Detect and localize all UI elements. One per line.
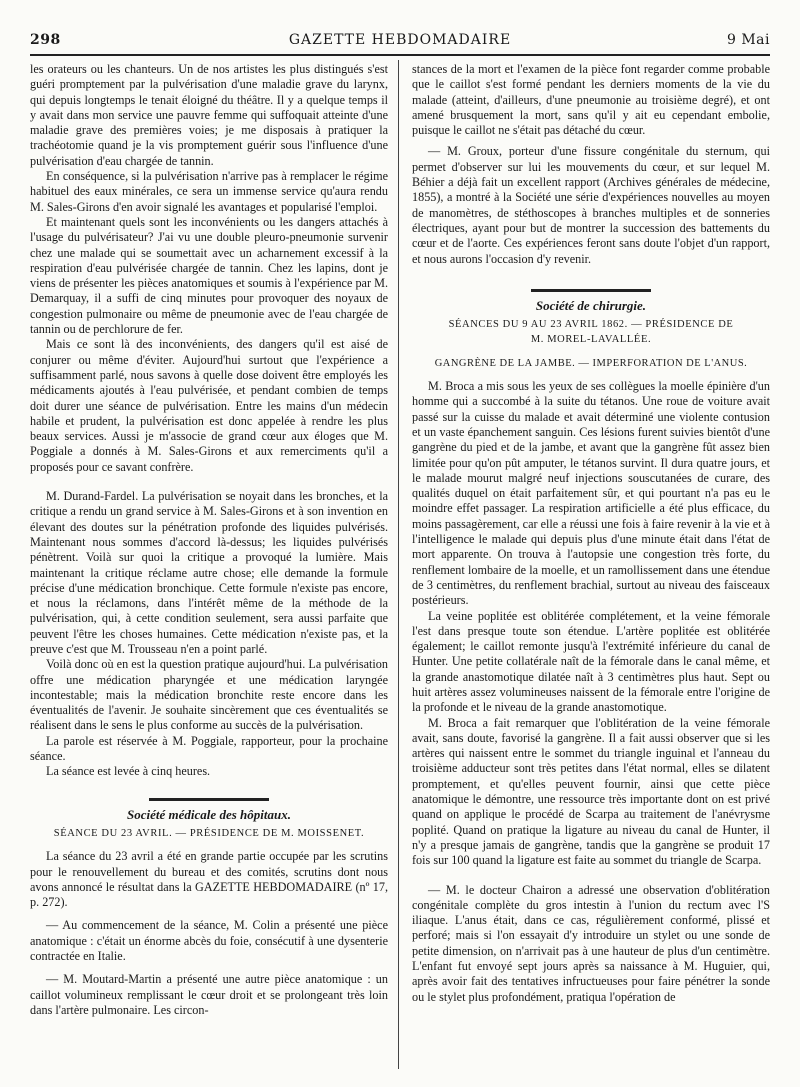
paragraph: En conséquence, si la pulvérisation n'arrive pas à remplacer le régime habituel des eaux minérales, ce sera un immense service qu'aura rendu M. Sales-Girons d'en avoir signalé les avantages et popularisé l'emploi. — [30, 169, 388, 214]
section-rule — [149, 798, 269, 801]
page-number: 298 — [30, 32, 61, 48]
section-rule — [531, 289, 651, 292]
paragraph: les orateurs ou les chanteurs. Un de nos artistes les plus distingués s'est guéri promptement par la pulvérisation d'une maladie grave du larynx, qui depuis longtemps le tenait éloigné du théâtre. Il y a quelque temps il y avait dans mon service une pauvre femme qui suffoquait atteinte d'une maladie grave des premières voies; je me disposais à pratiquer la trachéotomie quand je la vis promptement guérir sous l'influence d'une pulvérisation d'eau chargée de tannin. — [30, 62, 388, 168]
seance-line: SÉANCES DU 9 AU 23 AVRIL 1862. — PRÉSIDENCE DE — [448, 319, 734, 331]
column-divider — [398, 60, 399, 1069]
left-column — [30, 62, 388, 1018]
paragraph: La séance du 23 avril a été en grande partie occupée par les scrutins pour le renouvellement du bureau et des comités, scrutins dont nous avons annoncé le résultat dans la GAZETTE HEBDOMADAIRE (nº 17, p. 272). — [30, 849, 388, 910]
paragraph: Et maintenant quels sont les inconvénients ou les dangers attachés à l'usage du pulvérisateur? J'ai vu une double pleuro-pneumonie survenir chez une malade qui se soumettait avec un acharnement excessif à la respiration d'eau pulvérisée chargée de tannin. Chez les lapins, dont je viens de présenter les pièces anatomiques et soumis à l'expérience par M. Demarquay, il a suffi de cinq minutes pour provoquer des noyaux de congestion pulmonaire ou même de pneumonie avec de l'eau chargée de tannin ou de perchlorure de fer. — [30, 214, 388, 337]
paragraph: La veine poplitée est oblitérée complétement, et la veine fémorale l'est dans presque toute son étendue. L'artère poplitée est oblitérée également; le caillot remonte jusqu'à l'extrémité inférieure du canal de Hunter. Une petite collatérale naît de la fémorale dans le canal même, et la grande anastomotique dilatée naît à 3 centimètres plus haut. Sept ou huit artères assez volumineuses naissent de la fémorale entre l'origine de la profonde et le niveau de la grande anastomotique. — [412, 608, 770, 715]
paragraph: — Au commencement de la séance, M. Colin a présenté une pièce anatomique : c'était un énorme abcès du foie, consécutif à une dysenterie contractée en Italie. — [30, 918, 388, 964]
issue-date: 9 Mai — [726, 32, 770, 48]
paragraph: M. Durand-Fardel. La pulvérisation se noyait dans les bronches, et la critique a rendu un grand service à M. Sales-Girons et à son invention en élevant des doutes sur la pénétration profonde des liquides pulvérisés. Maintenant nous sommes d'accord là-dessus; les liquides pulvérisés pénètrent. Voilà sur quoi la critique a provoqué la lumière. Mais maintenant la critique réclame autre chose; elle demande la formule précise d'une médication bronchique. Cette formule n'existe pas encore, et nous la réclamons, dans l'intérêt même de la méthode de la pulvérisation, qui, à cette condition seulement, sera aussi parfaite que peuvent l'être les choses humaines. Cette médication n'existe pas, et la preuve c'est que M. Trousseau n'en a point parlé. — [30, 489, 388, 656]
paragraph: Mais ce sont là des inconvénients, des dangers qu'il est aisé de conjurer ou même d'éviter. Aujourd'hui surtout que l'expérience a suffisamment parlé, nous savons à quelle dose doivent être employés les médicaments ajoutés à l'eau pulvérisée, et pendant combien de temps doit durer une séance de pulvérisation. Entre les mains d'un médecin habile et prudent, la pulvérisation est donc appelée à rendre les plus beaux services. Aussi je m'associe de grand cœur aux éloges que M. Poggiale a donnés à M. Sales-Girons et aux remerciments qu'il a proposés pour ce savant confrère. — [30, 337, 388, 474]
paragraph: — M. Moutard-Martin a présenté une autre pièce anatomique : un caillot volumineux remplissant le cœur droit et se prolongeant très loin dans l'artère pulmonaire. Les circon- — [30, 972, 388, 1017]
paragraph: stances de la mort et l'examen de la pièce font regarder comme probable que le caillot s'est formé pendant les derniers moments de la vie du malade (atteint, d'ailleurs, d'une pneumonie au troisième degré), et ont amené brusquement la mort, sans qu'il y ait eu cependant embolie, puisque le caillot ne s'était pas détaché du cœur. — [412, 62, 770, 138]
seance-line: SÉANCE DU 23 AVRIL. — PRÉSIDENCE DE M. MOISSENET. — [53, 827, 365, 839]
page-header — [30, 32, 770, 52]
header-rule — [30, 54, 770, 56]
paragraph: — M. Groux, porteur d'une fissure congénitale du sternum, qui permet d'observer sur lui les mouvements du cœur, et sur lequel M. Béhier a déjà fait un excellent rapport (Archives générales de médecine, 1855), a montré à la Société une série d'expériences nouvelles au moyen de manomètres, de stéthoscopes à branches multiples et de sonneries électriques, ayant pour but de montrer la succession des battements du cœur et de l'aorte. Ces expériences feront sans doute l'objet d'un rapport, et nous aurons l'occasion d'y revenir. — [412, 144, 770, 266]
paragraph: — M. le docteur Chairon a adressé une observation d'oblitération congénitale complète du gros intestin à l'union du rectum avec l'S iliaque. L'anus était, dans ce cas, régulièrement conformé, plissé et perforé; mais si l'on essayait d'y introduire un stylet ou une sonde de petite dimension, on n'arrivait pas à une hauteur de plus d'un centimètre. L'enfant fut envoyé sept jours après sa naissance à M. Huguier, qui, après avoir fait des tentatives infructueuses pour faire pénétrer la sonde ou le stylet plus profondément, pratiqua l'opération de — [412, 882, 770, 1004]
right-column — [412, 62, 770, 1005]
subheading: GANGRÈNE DE LA JAMBE. — IMPERFORATION DE L'ANUS. — [434, 357, 748, 369]
seance-line-2: M. MOREL-LAVALLÉE. — [530, 334, 652, 346]
paragraph: M. Broca a fait remarquer que l'oblitération de la veine fémorale avait, sans doute, favorisé la gangrène. Il a fait aussi observer que si les artères qui naissent entre le sommet du triangle inguinal et l'anneau du troisième adducteur sont très petites dans l'état normal, elles se dilatent promptement, et qu'elles peuvent fournir, ainsi que cette pièce anatomique le démontre, une ressource très importante dont on est privé quand on applique le procédé de Scarpa au traitement de l'anévrysme poplité. Quand on pratique la ligature au niveau du canal de Hunter, il n'y a presque jamais de gangrène, tandis que la gangrène se produit 17 fois sur 100 quand la ligature est faite au sommet du triangle de Scarpa. — [412, 715, 770, 868]
paragraph: Voilà donc où en est la question pratique aujourd'hui. La pulvérisation offre une médication pharyngée et une médication laryngée incontestable; mais la médication bronchite reste encore dans les éventualités de l'avenir. Je souhaite sincèrement que ces éventualités se réalisent dans le sens le plus conforme au succès de la pulvérisation. — [30, 657, 388, 733]
journal-title: GAZETTE HEBDOMADAIRE — [288, 32, 512, 48]
section-title: Société médicale des hôpitaux. — [127, 806, 291, 822]
paragraph: La séance est levée à cinq heures. — [46, 764, 211, 779]
section-title: Société de chirurgie. — [535, 297, 647, 313]
paragraph: M. Broca a mis sous les yeux de ses collègues la moelle épinière d'un homme qui a succombé à la suite du tétanos. Une roue de voiture avait passé sur la cuisse du malade et avait déterminé une violente contusion et un vaste épanchement sanguin. Ces lésions furent suivies bientôt d'une gangrène du pied et de la jambe, et avant que la gangrène fût assez bien limitée pour qu'on pût amputer, le tétanos survint. Il dura quatre jours, et le malade mourut malgré neuf injections souscutanées de curare, des qualités duquel on était parfaitement sûr, et qui pourtant n'a pas eu le moindre effet passager. La respiration artificielle a été plus efficace, du moins passagèrement, car elle a réussi une fois à faire revenir à la vie et à l'intelligence le malade qui depuis plus d'une minute était dans l'état de mort apparente. On trouva à l'autopsie une congestion très forte, du renflement lombaire de la moelle, et un ramollissement dans une étendue de 3 centimètres, du renflement brachial, surtout au niveau des faisceaux postérieurs. — [412, 379, 771, 608]
paragraph: La parole est réservée à M. Poggiale, rapporteur, pour la prochaine séance. — [30, 733, 388, 764]
